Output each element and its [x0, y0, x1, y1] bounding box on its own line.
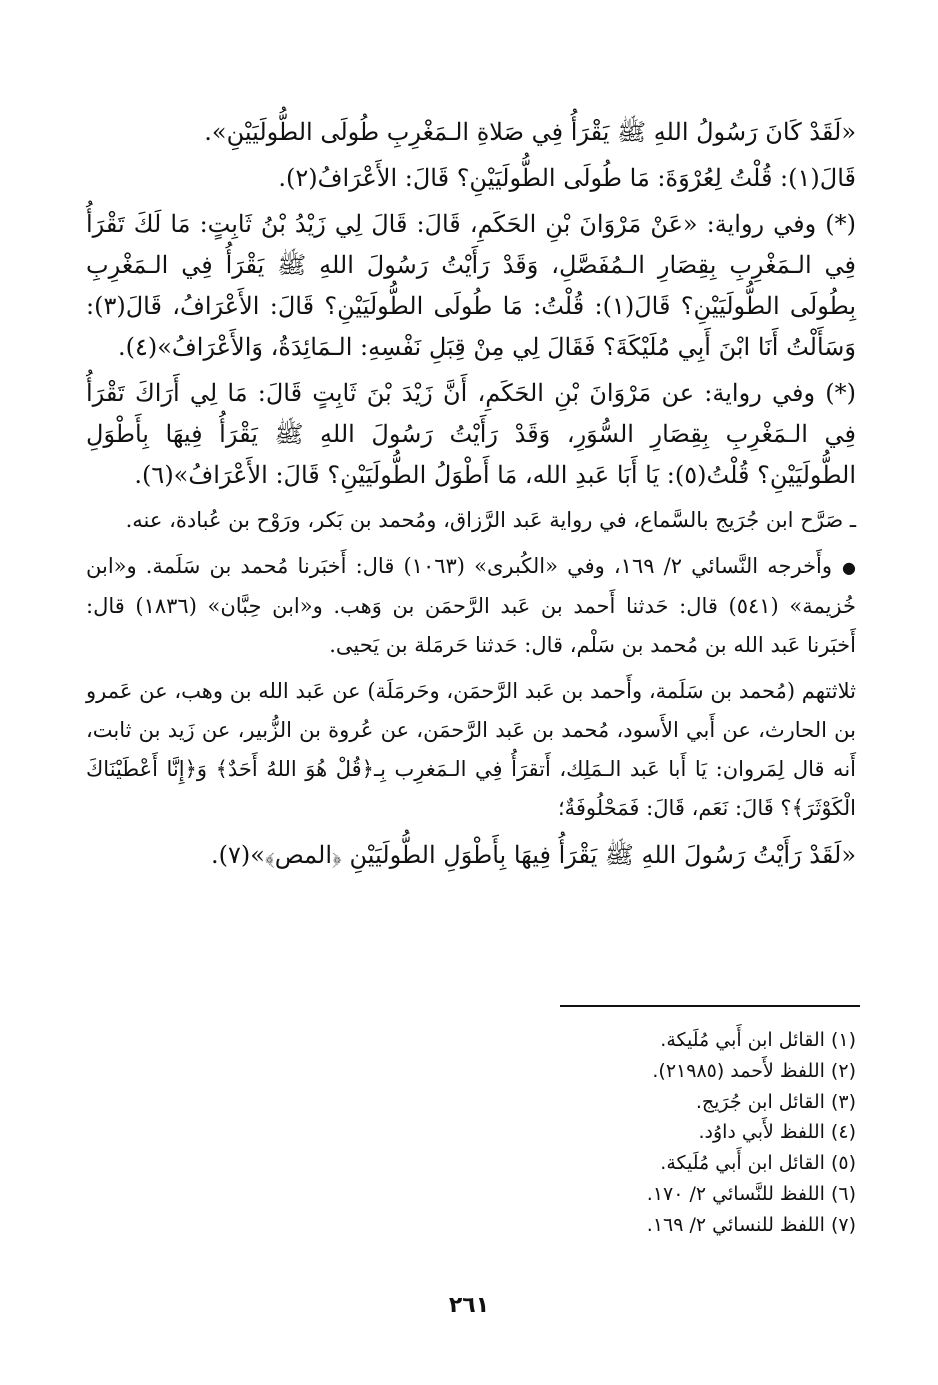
- footnote-item: (٧) اللفظ للنسائي ٢/ ١٦٩.: [646, 1213, 856, 1236]
- paragraph-takhrij: [86, 547, 856, 665]
- footnote-item: (٥) القائل ابن أَبي مُلَيكة.: [660, 1152, 856, 1175]
- footnote-item: (٣) القائل ابن جُرَيج.: [695, 1090, 856, 1113]
- paragraph-hadith-opening: «لَقَدْ كَانَ رَسُولُ اللهِ ﷺ يَقْرَأُ فِي صَلاةِ الـمَغْرِبِ طُولَى الطُّولَيَيْنِ».: [204, 118, 856, 146]
- paragraph-narrator-question: قَالَ(١): قُلْتُ لِعُرْوَةَ: مَا طُولَى الطُّولَيَيْنِ؟ قَالَ: الأَعْرَافُ(٢).: [278, 164, 856, 192]
- paragraph-riwaya-2: (*) وفي رواية: عن مَرْوَانَ بْنِ الحَكَمِ، أَنَّ زَيْدَ بْنَ ثَابِتٍ قَالَ: مَا لِي أَرَاكَ تَقْرَأُ فِي الـمَغْرِبِ بِقِصَارِ السُّوَرِ، وَقَدْ رَأَيْتُ رَسُولَ اللهِ ﷺ يَقْرَأُ فِيهَا بِأَطْوَلِ الطُّولَيَيْنِ؟ قُلْتُ(٥): يَا أَبَا عَبدِ الله، مَا أَطْوَلُ الطُّولَيَيْنِ؟ قَالَ: الأَعْرَافُ»(٦).: [86, 379, 856, 489]
- page-number: ٢٦١: [448, 1293, 490, 1318]
- footnote-item: (٢) اللفظ لأَحمد (٢١٩٨٥).: [652, 1059, 856, 1082]
- paragraph-isnad: ثلاثتهم (مُحمد بن سَلَمة، وأَحمد بن عَبد الرَّحمَن، وحَرمَلَة) عن عَبد الله بن وهب، عن عَمرو بن الحارث، عن أَبي الأَسود، مُحمد بن عَبد الرَّحمَن، عن عُروة بن الزُّبير، عن زَيد بن ثابت، أَنه قال لِمَروان: يَا أَبا عَبد الـمَلِك، أَتقرَأُ فِي الـمَغرِب بِـ﴿قُلْ هُوَ اللهُ أَحَدٌ﴾ وَ﴿إِنَّا أَعْطَيْنَاكَ الْكَوْثَرَ﴾؟ قَالَ: نَعَم، قَالَ: فَمَحْلُوفَةٌ؛: [86, 679, 856, 820]
- footnote-divider: [560, 1005, 860, 1007]
- paragraph-riwaya-1: (*) وفي رواية: «عَنْ مَرْوَانَ بْنِ الحَكَمِ، قَالَ: قَالَ لِي زَيْدُ بْنُ ثَابِتٍ: مَا لَكَ تَقْرَأُ فِي الـمَغْرِبِ بِقِصَارِ الـمُفَصَّلِ، وَقَدْ رَأَيْتُ رَسُولَ اللهِ ﷺ يَقْرَأُ فِي الـمَغْرِبِ بِطُولَى الطُّولَيَيْنِ؟ قَالَ(١): قُلْتُ: مَا طُولَى الطُّولَيَيْنِ؟ قَالَ: الأَعْرَافُ، قَالَ(٣): وَسَأَلْتُ أَنَا ابْنَ أَبِي مُلَيْكَةَ؟ فَقَالَ لِي مِنْ قِبَلِ نَفْسِهِ: الـمَائِدَةُ، وَالأَعْرَافُ»(٤).: [86, 210, 857, 361]
- paragraph-takhrij-text: وأَخرجه النَّسائي ٢/ ١٦٩، وفي «الكُبرى» (١٠٦٣) قال: أَخبَرنا مُحمد بن سَلَمة. و«ابن خُزيمة» (٥٤١) قال: حَدثنا أَحمد بن عَبد الرَّحمَن بن وَهب. و«ابن حِبَّان» (١٨٣٦) قال: أَخبَرنا عَبد الله بن مُحمد بن سَلْم، قال: حَدثنا حَرمَلة بن يَحيى.: [86, 554, 857, 657]
- footnote-item: (٤) اللفظ لأَبي داوُد.: [698, 1121, 856, 1144]
- paragraph-tasrih: ـ صَرَّح ابن جُرَيج بالسَّماع، في رواية عَبد الرَّزاق، ومُحمد بن بَكر، ورَوْح بن عُبادة، عنه.: [125, 508, 856, 532]
- footnote-item: (٦) اللفظ للنَّسائي ٢/ ١٧٠.: [646, 1182, 856, 1205]
- main-text: [86, 112, 856, 881]
- footnote-item: (١) القائل ابن أَبي مُلَيكة.: [660, 1029, 856, 1051]
- footnotes-list: [86, 1025, 856, 1241]
- bullet-icon: ●: [842, 558, 857, 577]
- paragraph-hadith-closing: «لَقَدْ رَأَيْتُ رَسُولَ اللهِ ﷺ يَقْرَأُ فِيهَا بِأَطْوَلِ الطُّولَيَيْنِ ﴿المص﴾»(٧).: [210, 841, 856, 869]
